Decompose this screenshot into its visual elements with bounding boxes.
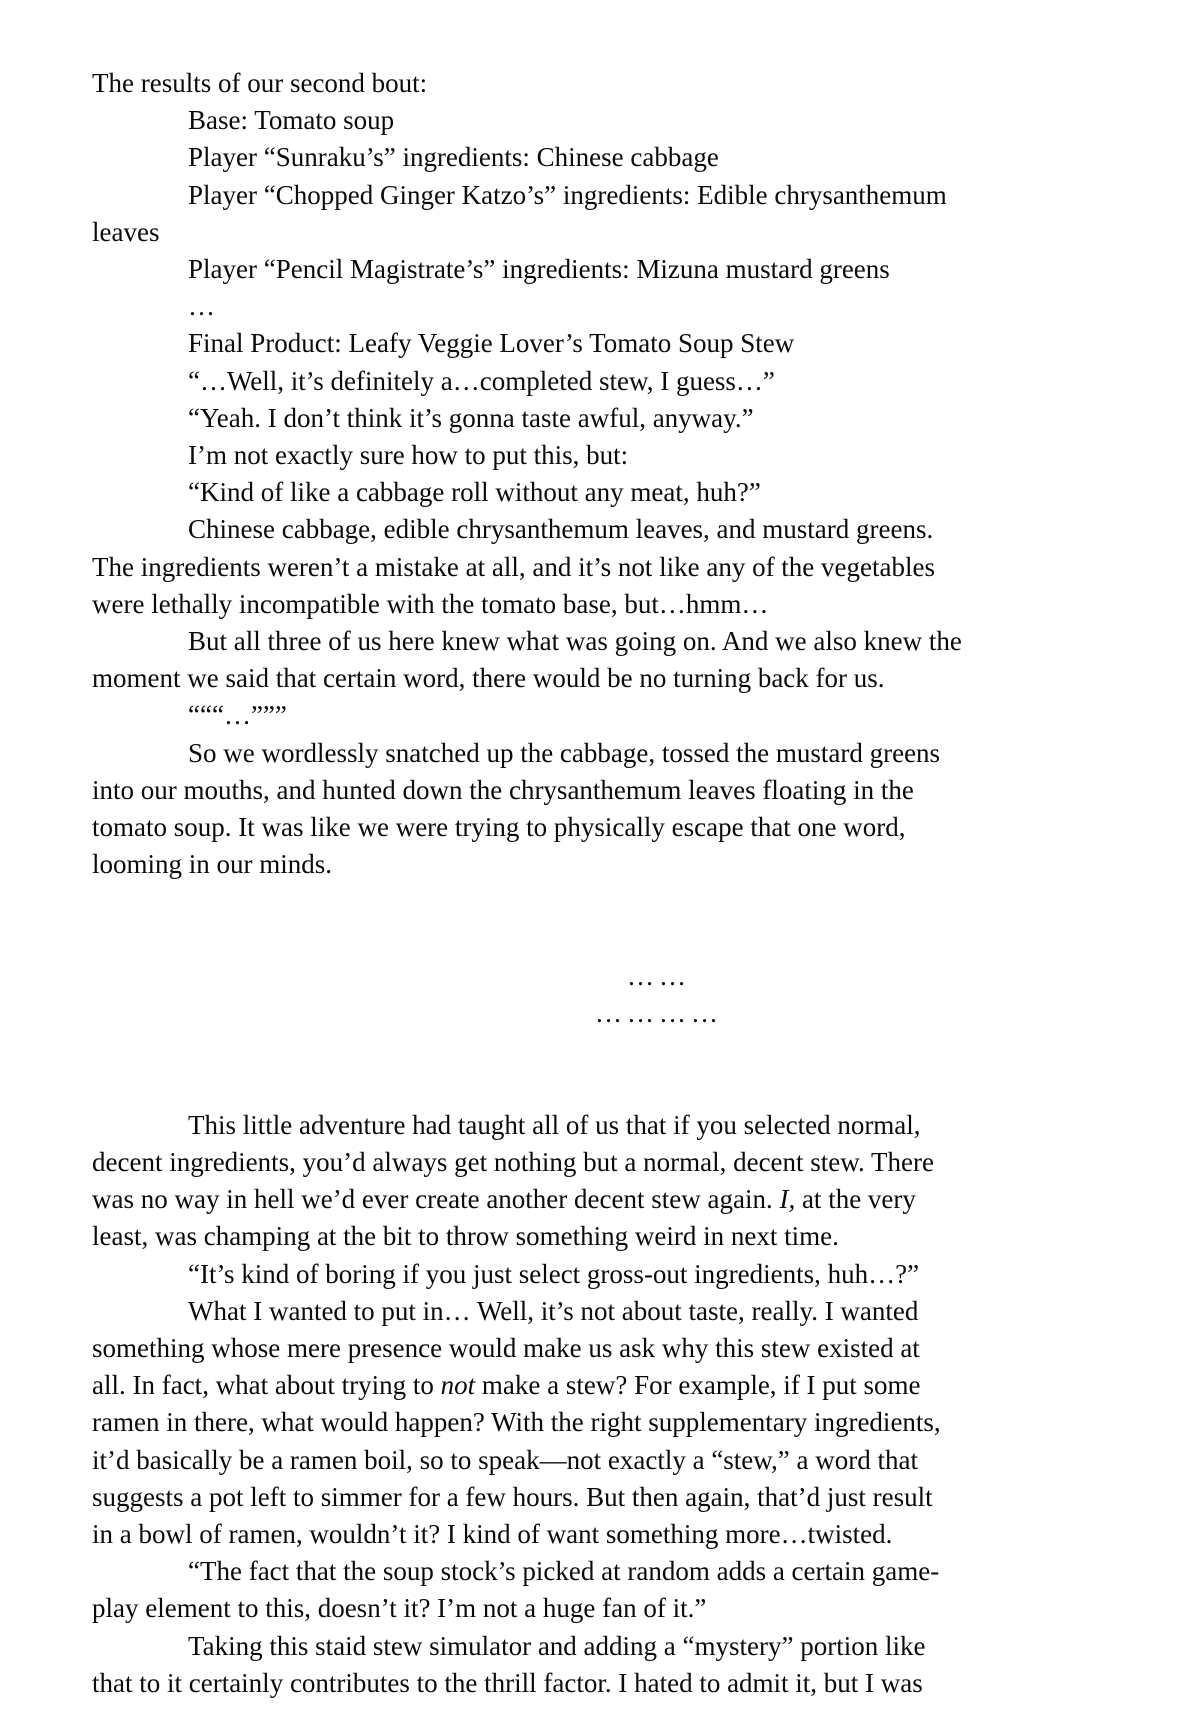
text-segment: decent ingredients, you’d always get nothing but a normal, decent stew. There <box>92 1146 934 1177</box>
text-segment: The ingredients weren’t a mistake at all, and it’s not like any of the vegetables <box>92 551 935 582</box>
text-segment: in a bowl of ramen, wouldn’t it? I kind of want something more…twisted. <box>92 1518 893 1549</box>
text-segment: it’d basically be a ramen boil, so to speak—not exactly a “stew,” a word that <box>92 1444 918 1475</box>
text-segment: “It’s kind of boring if you just select gross-out ingredients, huh…?” <box>188 1258 920 1289</box>
blank-line <box>92 921 1130 958</box>
text-segment: leaves <box>92 216 160 247</box>
text-segment: “““…””” <box>188 700 287 731</box>
text-segment: something whose mere presence would make us ask why this stew existed at <box>92 1332 920 1363</box>
text-line <box>92 288 1130 325</box>
text-line <box>92 809 1130 846</box>
scene-break-dots <box>92 995 1130 1032</box>
text-line <box>92 65 1130 102</box>
blank-line <box>92 1069 1130 1106</box>
text-line <box>92 1553 1130 1590</box>
text-line <box>92 1628 1130 1665</box>
text-line <box>92 1256 1130 1293</box>
text-segment: was no way in hell we’d ever create another decent stew again. <box>92 1184 780 1215</box>
text-line <box>92 549 1130 586</box>
text-segment: all. In fact, what about trying to <box>92 1370 441 1401</box>
text-line <box>92 1404 1130 1441</box>
text-segment: “The fact that the soup stock’s picked at random adds a certain game- <box>188 1556 940 1587</box>
text-line <box>92 1293 1130 1330</box>
text-line <box>92 586 1130 623</box>
text-line <box>92 846 1130 883</box>
text-line <box>92 660 1130 697</box>
text-segment: But all three of us here knew what was going on. And we also knew the <box>188 626 962 657</box>
text-segment: were lethally incompatible with the tomato base, but…hmm… <box>92 588 769 619</box>
text-segment: “Kind of like a cabbage roll without any meat, huh?” <box>188 477 761 508</box>
text-line <box>92 511 1130 548</box>
text-segment: suggests a pot left to simmer for a few hours. But then again, that’d just result <box>92 1481 933 1512</box>
text-segment: Player “Chopped Ginger Katzo’s” ingredients: Edible chrysanthemum <box>188 179 947 210</box>
text-line <box>92 1516 1130 1553</box>
text-line <box>92 1218 1130 1255</box>
text-segment: make a stew? For example, if I put some <box>475 1370 921 1401</box>
text-segment: Player “Sunraku’s” ingredients: Chinese cabbage <box>188 142 719 173</box>
emphasized-text: I, <box>779 1184 796 1215</box>
text-segment: ………… <box>595 998 723 1029</box>
text-segment: Base: Tomato soup <box>188 105 395 136</box>
text-line <box>92 102 1130 139</box>
text-segment: play element to this, doesn’t it? I’m not a huge fan of it.” <box>92 1593 707 1624</box>
text-segment: … <box>188 291 215 322</box>
blank-line <box>92 1032 1130 1069</box>
blank-line <box>92 883 1130 920</box>
text-line <box>92 1107 1130 1144</box>
text-segment: So we wordlessly snatched up the cabbage, tossed the mustard greens <box>188 737 941 768</box>
text-line <box>92 177 1130 214</box>
text-line <box>92 697 1130 734</box>
text-segment: that to it certainly contributes to the thrill factor. I hated to admit it, but I was <box>92 1667 923 1698</box>
text-line <box>92 735 1130 772</box>
text-line <box>92 1144 1130 1181</box>
text-segment: into our mouths, and hunted down the chrysanthemum leaves floating in the <box>92 774 914 805</box>
text-line <box>92 1442 1130 1479</box>
text-segment: “Yeah. I don’t think it’s gonna taste awful, anyway.” <box>188 402 754 433</box>
text-segment: Final Product: Leafy Veggie Lover’s Tomato Soup Stew <box>188 328 795 359</box>
text-line <box>92 623 1130 660</box>
text-segment: ramen in there, what would happen? With the right supplementary ingredients, <box>92 1407 941 1438</box>
text-segment: moment we said that certain word, there would be no turning back for us. <box>92 663 885 694</box>
emphasized-text: not <box>440 1370 476 1401</box>
text-segment: This little adventure had taught all of us that if you selected normal, <box>188 1109 921 1140</box>
text-segment: Player “Pencil Magistrate’s” ingredients: Mizuna mustard greens <box>188 254 890 285</box>
text-segment: looming in our minds. <box>92 849 333 880</box>
text-segment: at the very <box>795 1184 916 1215</box>
text-line <box>92 1367 1130 1404</box>
text-segment: …… <box>627 960 691 991</box>
text-line <box>92 363 1130 400</box>
text-line <box>92 1330 1130 1367</box>
text-line <box>92 139 1130 176</box>
text-segment: least, was champing at the bit to throw something weird in next time. <box>92 1221 839 1252</box>
text-line <box>92 437 1130 474</box>
text-segment: I’m not exactly sure how to put this, but: <box>188 440 629 471</box>
text-line <box>92 325 1130 362</box>
text-line <box>92 474 1130 511</box>
text-segment: What I wanted to put in… Well, it’s not about taste, really. I wanted <box>188 1295 919 1326</box>
text-line <box>92 1479 1130 1516</box>
text-segment: Taking this staid stew simulator and adding a “mystery” portion like <box>188 1630 926 1661</box>
scene-break-dots <box>92 958 1130 995</box>
text-line <box>92 251 1130 288</box>
text-line <box>92 400 1130 437</box>
text-line <box>92 1590 1130 1627</box>
text-line <box>92 214 1130 251</box>
text-segment: “…Well, it’s definitely a…completed stew, I guess…” <box>188 365 775 396</box>
text-line <box>92 1181 1130 1218</box>
text-segment: tomato soup. It was like we were trying to physically escape that one word, <box>92 812 906 843</box>
text-segment: The results of our second bout: <box>92 68 428 98</box>
text-line <box>92 772 1130 809</box>
text-segment: Chinese cabbage, edible chrysanthemum leaves, and mustard greens. <box>188 514 934 545</box>
text-line <box>92 1665 1130 1702</box>
